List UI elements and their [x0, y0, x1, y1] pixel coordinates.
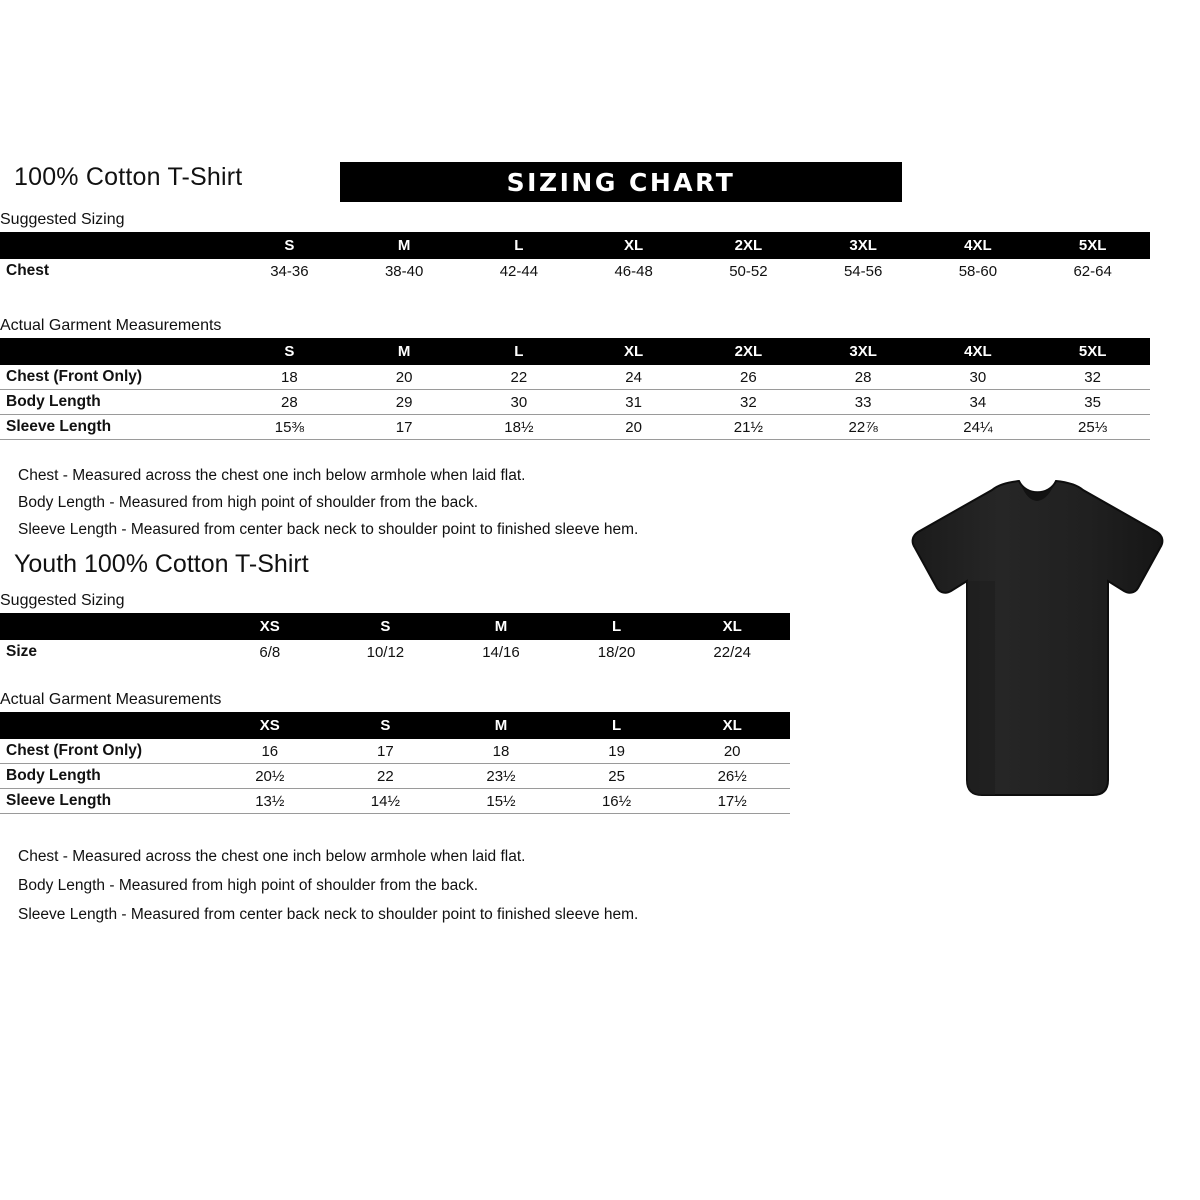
- cell: 19: [559, 739, 675, 764]
- header-cell: [0, 712, 212, 739]
- youth-section-title: Youth 100% Cotton T-Shirt: [14, 550, 309, 578]
- header-cell: M: [443, 712, 559, 739]
- adult-suggested-sizing-table: [0, 232, 1150, 283]
- cell: 32: [691, 390, 806, 415]
- header-cell: [0, 613, 212, 640]
- header-cell: [0, 232, 232, 259]
- cell: 23½: [443, 764, 559, 789]
- adult-note-sleeve-length: Sleeve Length - Measured from center back neck to shoulder point to finished sleeve hem.: [18, 521, 639, 538]
- header-cell: L: [462, 338, 577, 365]
- row-label: Chest: [6, 262, 50, 279]
- youth-note-body-length: Body Length - Measured from high point of shoulder from the back.: [18, 877, 479, 894]
- cell: 54-56: [843, 262, 883, 280]
- table-header-row: [0, 712, 790, 739]
- cell: 22: [462, 365, 577, 390]
- cell: 17: [328, 739, 444, 764]
- cell: 15⅜: [232, 415, 347, 440]
- cell: 18½: [462, 415, 577, 440]
- header-cell: M: [347, 232, 462, 259]
- cell: 24¼: [921, 415, 1036, 440]
- cell: 25⅓: [1035, 415, 1150, 440]
- row-label: Body Length: [0, 764, 212, 789]
- table-row: [0, 259, 1150, 283]
- row-label: Body Length: [0, 390, 232, 415]
- cell: 20½: [212, 764, 328, 789]
- cell: 31: [576, 390, 691, 415]
- header-cell: S: [328, 712, 444, 739]
- table-row: [0, 415, 1150, 440]
- header-cell: 3XL: [806, 338, 921, 365]
- header-cell: M: [443, 613, 559, 640]
- header-cell: XL: [576, 338, 691, 365]
- table-header-row: [0, 338, 1150, 365]
- cell: 6/8: [259, 643, 281, 661]
- cell: 20: [674, 739, 790, 764]
- header-cell: L: [559, 613, 675, 640]
- adult-actual-measurements-label: Actual Garment Measurements: [0, 317, 222, 334]
- cell: 46-48: [614, 262, 653, 280]
- header-cell: 4XL: [921, 338, 1036, 365]
- cell: 20: [576, 415, 691, 440]
- header-cell: 5XL: [1035, 338, 1150, 365]
- table-row: [0, 640, 790, 664]
- row-label: Sleeve Length: [0, 789, 212, 814]
- youth-note-sleeve-length: Sleeve Length - Measured from center back neck to shoulder point to finished sleeve hem.: [18, 906, 639, 923]
- cell: 22/24: [713, 643, 751, 661]
- cell: 26: [691, 365, 806, 390]
- table-header-row: [0, 232, 1150, 259]
- cell: 38-40: [384, 262, 424, 280]
- header-cell: XL: [674, 712, 790, 739]
- table-row: [0, 764, 790, 789]
- cell: 62-64: [1073, 262, 1112, 280]
- header-cell: S: [328, 613, 444, 640]
- header-cell: S: [232, 232, 347, 259]
- cell: 18: [443, 739, 559, 764]
- table-row: [0, 789, 790, 814]
- adult-note-body-length: Body Length - Measured from high point of shoulder from the back.: [18, 494, 479, 511]
- youth-suggested-sizing-label: Suggested Sizing: [0, 592, 125, 609]
- cell: 30: [921, 365, 1036, 390]
- cell: 34-36: [270, 262, 309, 280]
- header-cell: XS: [212, 712, 328, 739]
- header-cell: L: [462, 232, 577, 259]
- table-row: [0, 739, 790, 764]
- row-label: Sleeve Length: [0, 415, 232, 440]
- cell: 14/16: [482, 643, 520, 661]
- header-cell: 5XL: [1035, 232, 1150, 259]
- adult-actual-measurements-table: [0, 338, 1150, 440]
- header-cell: 2XL: [691, 232, 806, 259]
- cell: 29: [347, 390, 462, 415]
- cell: 22⅞: [806, 415, 921, 440]
- cell: 13½: [212, 789, 328, 814]
- tshirt-illustration: [895, 480, 1180, 810]
- row-label: Chest (Front Only): [0, 739, 212, 764]
- cell: 42-44: [499, 262, 539, 280]
- cell: 21½: [691, 415, 806, 440]
- header-cell: XS: [212, 613, 328, 640]
- cell: 30: [462, 390, 577, 415]
- cell: 17½: [674, 789, 790, 814]
- header-cell: 4XL: [921, 232, 1036, 259]
- adult-suggested-sizing-label: Suggested Sizing: [0, 211, 125, 228]
- table-row: [0, 365, 1150, 390]
- cell: 20: [347, 365, 462, 390]
- header-cell: [0, 338, 232, 365]
- adult-section-title: 100% Cotton T-Shirt: [14, 163, 243, 191]
- cell: 34: [921, 390, 1036, 415]
- cell: 58-60: [958, 262, 998, 280]
- cell: 14½: [328, 789, 444, 814]
- cell: 33: [806, 390, 921, 415]
- sizing-chart-banner-label: SIZING CHART: [506, 168, 736, 197]
- row-label: Size: [6, 643, 38, 660]
- cell: 35: [1035, 390, 1150, 415]
- cell: 16: [212, 739, 328, 764]
- cell: 18: [232, 365, 347, 390]
- cell: 32: [1035, 365, 1150, 390]
- youth-actual-measurements-label: Actual Garment Measurements: [0, 691, 222, 708]
- header-cell: 3XL: [806, 232, 921, 259]
- table-header-row: [0, 613, 790, 640]
- cell: 25: [559, 764, 675, 789]
- cell: 28: [232, 390, 347, 415]
- cell: 50-52: [729, 262, 768, 280]
- table-row: [0, 390, 1150, 415]
- cell: 18/20: [597, 643, 636, 661]
- cell: 10/12: [366, 643, 405, 661]
- header-cell: XL: [576, 232, 691, 259]
- header-cell: S: [232, 338, 347, 365]
- adult-note-chest: Chest - Measured across the chest one inch below armhole when laid flat.: [18, 467, 526, 484]
- header-cell: M: [347, 338, 462, 365]
- youth-suggested-sizing-table: [0, 613, 790, 664]
- cell: 16½: [559, 789, 675, 814]
- sizing-chart-banner: [340, 162, 902, 202]
- cell: 17: [347, 415, 462, 440]
- header-cell: 2XL: [691, 338, 806, 365]
- cell: 22: [328, 764, 444, 789]
- youth-note-chest: Chest - Measured across the chest one inch below armhole when laid flat.: [18, 848, 526, 865]
- header-cell: XL: [674, 613, 790, 640]
- cell: 26½: [674, 764, 790, 789]
- row-label: Chest (Front Only): [0, 365, 232, 390]
- youth-actual-measurements-table: [0, 712, 790, 814]
- header-cell: L: [559, 712, 675, 739]
- cell: 15½: [443, 789, 559, 814]
- cell: 24: [576, 365, 691, 390]
- cell: 28: [806, 365, 921, 390]
